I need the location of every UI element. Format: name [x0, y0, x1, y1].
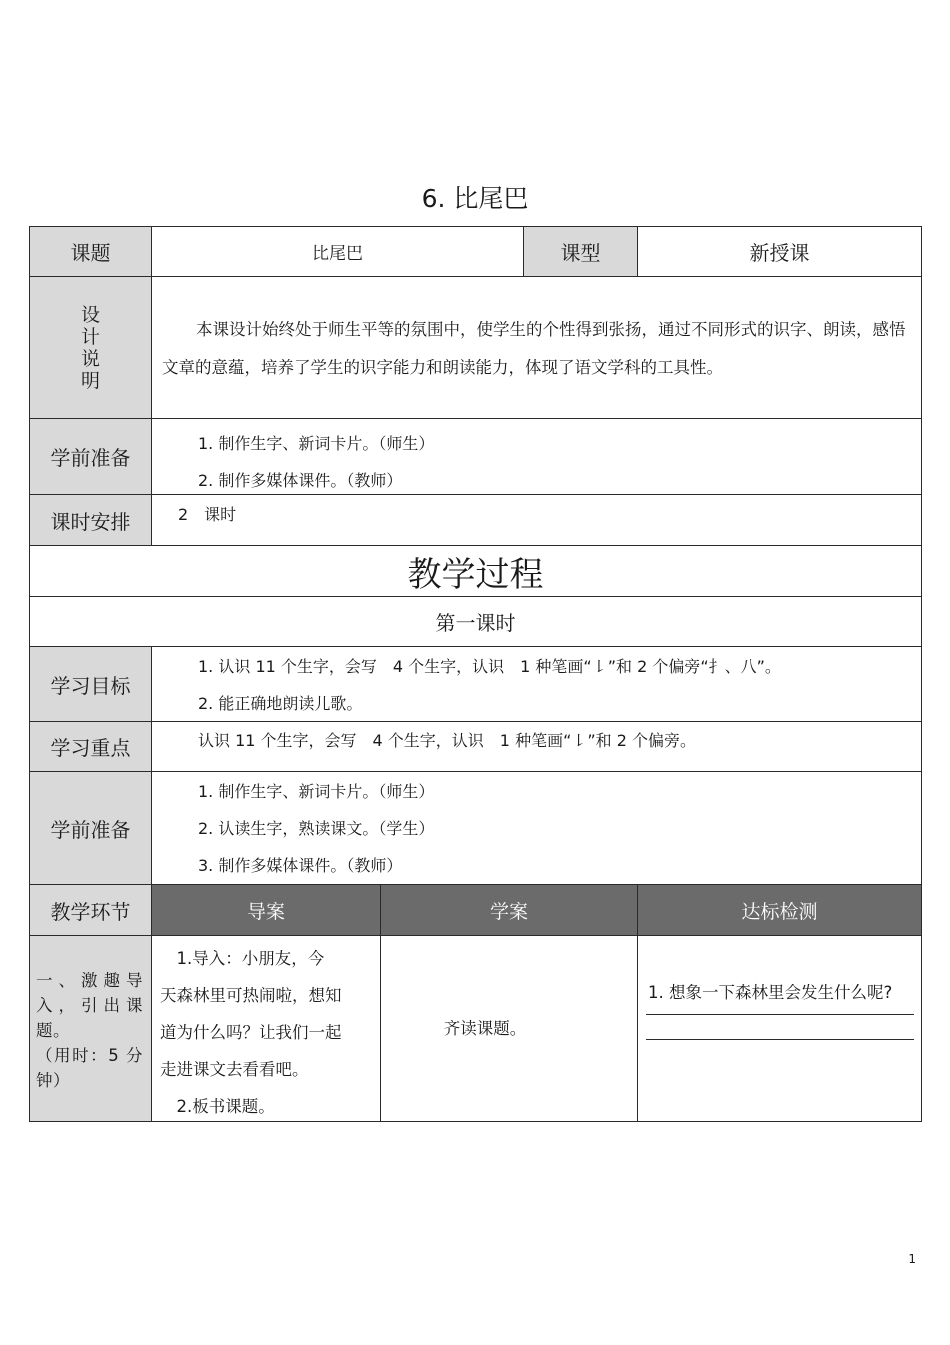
topic-value: 比尾巴 — [151, 226, 524, 277]
schedule-value: 2 课时 — [151, 494, 922, 546]
guide-line: 1.导入：小朋友，今 — [160, 949, 325, 968]
prep2-list — [151, 771, 922, 885]
stage-name: 一、激趣导入，引出课题。 — [36, 971, 143, 1040]
guide-header: 导案 — [151, 884, 381, 936]
guide-line: 道为什么吗？让我们一起 — [160, 1023, 342, 1042]
guide-line: 2.板书课题。 — [160, 1097, 275, 1116]
stage-header: 教学环节 — [29, 884, 152, 936]
design-label-char: 设 — [80, 303, 100, 326]
stage-time: （用时：5 分钟） — [36, 1046, 143, 1090]
design-label — [29, 276, 152, 419]
check-cell — [637, 935, 922, 1122]
prep-item: 1. 制作生字、新词卡片。（师生） — [198, 434, 435, 453]
prep2-item: 1. 制作生字、新词卡片。（师生） — [198, 782, 435, 801]
guide-line: 天森林里可热闹啦，想知 — [160, 986, 342, 1005]
study-header: 学案 — [380, 884, 638, 936]
answer-line — [646, 1014, 914, 1015]
prep2-label: 学前准备 — [29, 771, 152, 885]
check-header: 达标检测 — [637, 884, 922, 936]
check-question: 1. 想象一下森林里会发生什么呢? — [648, 983, 893, 1002]
page-number: 1 — [908, 1252, 916, 1266]
topic-label: 课题 — [29, 226, 152, 277]
design-label-char: 计 — [80, 325, 100, 348]
study-text: 齐读课题。 — [443, 1019, 527, 1038]
stage-cell — [29, 935, 152, 1122]
focus-text: 认识 11 个生字，会写 4 个生字，认识 1 种笔画“㇙”和 2 个偏旁。 — [151, 721, 922, 772]
prep-label: 学前准备 — [29, 418, 152, 495]
document-title: 6. 比尾巴 — [421, 184, 529, 213]
type-value: 新授课 — [637, 226, 922, 277]
prep2-item: 2. 认读生字，熟读课文。（学生） — [198, 819, 435, 838]
answer-line — [646, 1039, 914, 1040]
guide-cell — [151, 935, 381, 1122]
goal-item: 2. 能正确地朗读儿歌。 — [198, 694, 363, 713]
goal-item: 1. 认识 11 个生字，会写 4 个生字，认识 1 种笔画“㇙”和 2 个偏旁“扌、八”。 — [198, 657, 781, 676]
design-text: 本课设计始终处于师生平等的氛围中，使学生的个性得到张扬，通过不同形式的识字、朗读，感悟文章的意蕴，培养了学生的识字能力和朗读能力，体现了语文学科的工具性。 — [151, 276, 922, 419]
lesson-title: 第一课时 — [29, 596, 922, 647]
prep-list — [151, 418, 922, 495]
type-label: 课型 — [523, 226, 638, 277]
prep-item: 2. 制作多媒体课件。（教师） — [198, 471, 403, 490]
guide-line: 走进课文去看看吧。 — [160, 1060, 309, 1079]
prep2-item: 3. 制作多媒体课件。（教师） — [198, 856, 403, 875]
focus-label: 学习重点 — [29, 721, 152, 772]
study-cell — [380, 935, 638, 1122]
schedule-label: 课时安排 — [29, 494, 152, 546]
process-title: 教学过程 — [29, 545, 922, 597]
design-label-char: 明 — [80, 369, 100, 392]
goals-list — [151, 646, 922, 722]
design-label-char: 说 — [80, 347, 100, 370]
goals-label: 学习目标 — [29, 646, 152, 722]
